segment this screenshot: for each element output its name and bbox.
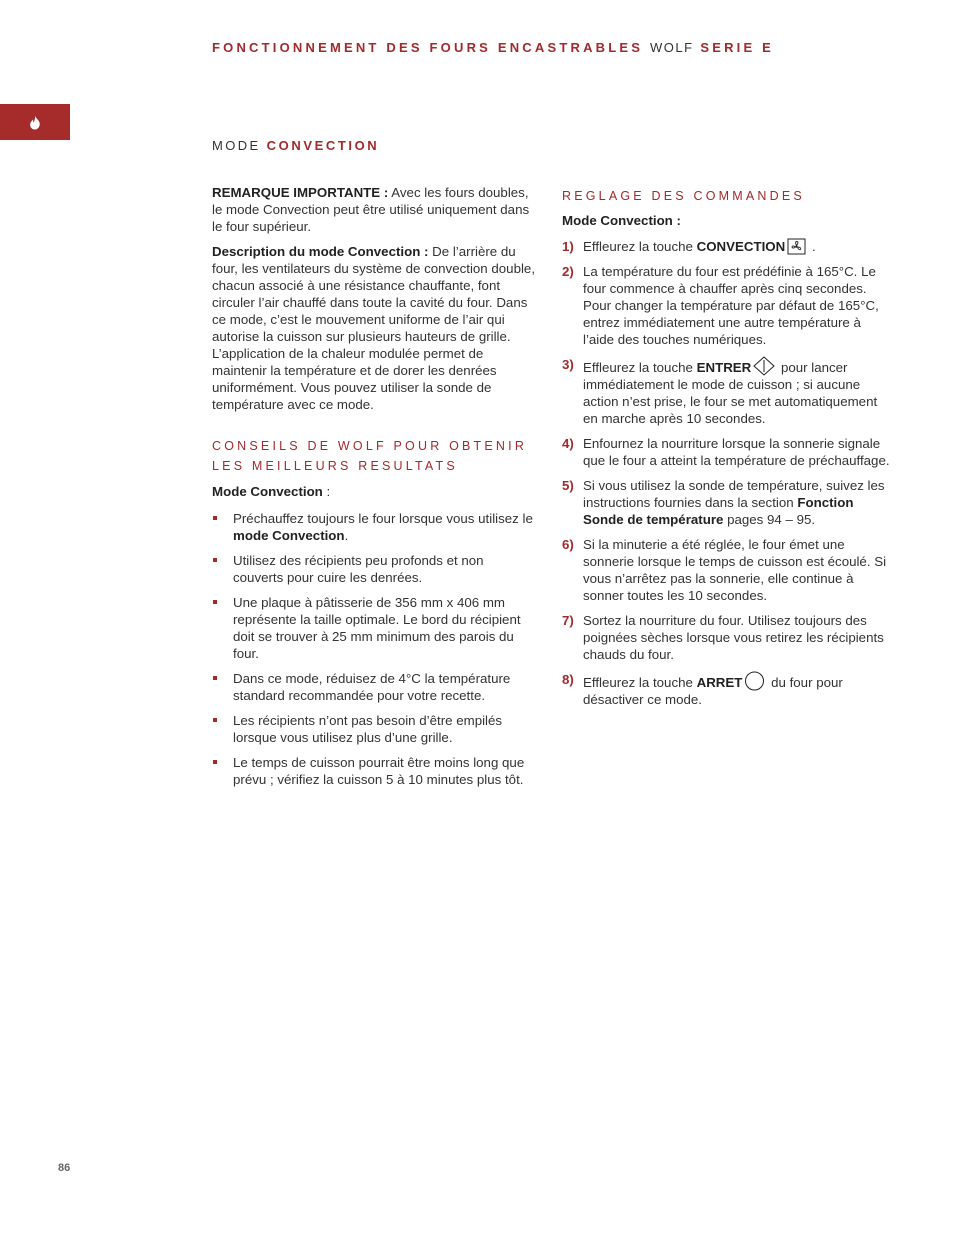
tips-list [212, 510, 537, 788]
important-note-label: REMARQUE IMPORTANTE : [212, 185, 389, 200]
header-series: SERIE E [700, 40, 775, 55]
step-number: 6) [562, 537, 574, 552]
convection-fan-icon [787, 238, 806, 255]
list-item [212, 712, 537, 746]
page-number: 86 [58, 1162, 71, 1174]
tips-heading-line2: LES MEILLEURS RESULTATS [212, 459, 458, 473]
step-text: Effleurez la touche [583, 675, 697, 690]
bullet-square-icon [213, 516, 217, 520]
running-header [212, 40, 912, 55]
mode-title-prefix: MODE [212, 138, 261, 153]
list-item-text: Dans ce mode, réduisez de 4°C la température standard recommandée pour votre recette. [233, 671, 511, 703]
list-item [562, 435, 892, 469]
step-bold: Fonction Sonde de température [583, 495, 854, 527]
list-item-text: . [344, 528, 349, 543]
step-text: Effleurez la touche [583, 360, 697, 375]
list-item-text: Le temps de cuisson pourrait être moins long que prévu ; vérifiez la cuisson 5 à 10 minutes plus tôt. [233, 755, 525, 787]
controls-heading: REGLAGE DES COMMANDES [562, 189, 805, 203]
step-number: 7) [562, 613, 574, 628]
controls-subheading: Mode Convection : [562, 213, 681, 228]
step-text: Si la minuterie a été réglée, le four émet une sonnerie lorsque le temps de cuisson est écoulé. Si vous n’arrêtez pas la sonnerie, elle continue à sonner toutes les 10 secondes. [583, 537, 887, 603]
list-item-text: Les récipients n’ont pas besoin d’être empilés lorsque vous utilisez plus d’une grille. [233, 713, 503, 745]
tips-heading-line1: CONSEILS DE WOLF POUR OBTENIR [212, 439, 528, 453]
bullet-square-icon [213, 718, 217, 722]
mode-description-label: Description du mode Convection : [212, 244, 429, 259]
step-text: Effleurez la touche [583, 239, 697, 254]
step-text: Sortez la nourriture du four. Utilisez toujours des poignées sèches lorsque vous retirez les récipients chauds du four. [583, 613, 884, 662]
list-item [212, 594, 537, 662]
step-number: 2) [562, 264, 574, 279]
enter-diamond-icon [753, 356, 775, 376]
list-item [562, 238, 892, 255]
step-bold: CONVECTION [696, 239, 786, 254]
step-text: . [808, 239, 816, 254]
section-tab [0, 104, 70, 140]
bullet-square-icon [213, 600, 217, 604]
step-number: 8) [562, 672, 574, 687]
important-note [212, 184, 537, 235]
list-item [562, 671, 892, 708]
step-bold: ARRET [696, 675, 743, 690]
step-number: 5) [562, 478, 574, 493]
list-item [212, 510, 537, 544]
list-item [212, 754, 537, 788]
list-item-bold: mode Convection [233, 528, 345, 543]
list-item-text: Préchauffez toujours le four lorsque vous utilisez le [233, 511, 533, 526]
header-title: FONCTIONNEMENT DES FOURS ENCASTRABLES [212, 40, 644, 55]
step-number: 3) [562, 357, 574, 372]
list-item [562, 477, 892, 528]
left-column [212, 184, 537, 788]
list-item [212, 552, 537, 586]
list-item [562, 356, 892, 427]
list-item [562, 612, 892, 663]
mode-description [212, 243, 537, 413]
list-item-text: Une plaque à pâtisserie de 356 mm x 406 mm représente la taille optimale. Le bord du récipient doit se trouver à 25 mm minimum des parois du four. [233, 595, 521, 661]
bullet-square-icon [213, 558, 217, 562]
step-number: 4) [562, 436, 574, 451]
step-text: pour lancer immédiatement le mode de cuisson ; si aucune action n’est prise, le four se met automatiquement en marche après 10 secondes. [583, 360, 878, 426]
step-number: 1) [562, 239, 574, 254]
bullet-square-icon [213, 760, 217, 764]
step-text: Si vous utilisez la sonde de température, suivez les instructions fournies dans la section [583, 478, 885, 510]
tips-heading [212, 436, 537, 476]
off-circle-icon [744, 671, 765, 691]
mode-description-text: De l’arrière du four, les ventilateurs du système de convection double, chacun associé à une résistance chauffante, font circuler l’air chauffé dans toute la cavité du four. Dans ce mode, c’est le mouvement uniforme de l’air qui autorise la cuisson sur plusieurs hauteurs de grille. L’application de la chaleur modulée permet de maintenir la température et de dorer les denrées uniformément. Vous pouvez utiliser la sonde de température avec ce mode. [212, 244, 536, 412]
list-item [562, 536, 892, 604]
important-note-text: Avec les fours doubles, le mode Convection peut être utilisé uniquement dans le four supérieur. [212, 185, 530, 234]
steps-list [562, 238, 892, 708]
list-item [562, 263, 892, 348]
list-item-text: Utilisez des récipients peu profonds et non couverts pour cuire les denrées. [233, 553, 484, 585]
tips-subheading-suffix: : [322, 484, 331, 499]
step-text: du four pour désactiver ce mode. [583, 675, 843, 707]
mode-title [212, 138, 379, 153]
mode-title-name: CONVECTION [266, 138, 380, 153]
step-text: Enfournez la nourriture lorsque la sonnerie signale que le four a atteint la température de préchauffage. [583, 436, 890, 468]
flame-icon [29, 115, 41, 130]
step-bold: ENTRER [696, 360, 752, 375]
bullet-square-icon [213, 676, 217, 680]
list-item [212, 670, 537, 704]
tips-subheading [212, 483, 537, 500]
step-text: pages 94 – 95. [723, 512, 816, 527]
step-text: La température du four est prédéfinie à 165°C. Le four commence à chauffer après cinq secondes. Pour changer la température par défaut de 165°C, entrez immédiatement une autre température à l’aide des touches numériques. [583, 264, 879, 347]
right-column [562, 186, 892, 708]
header-brand: WOLF [649, 40, 694, 55]
tips-subheading-label: Mode Convection [212, 484, 323, 499]
